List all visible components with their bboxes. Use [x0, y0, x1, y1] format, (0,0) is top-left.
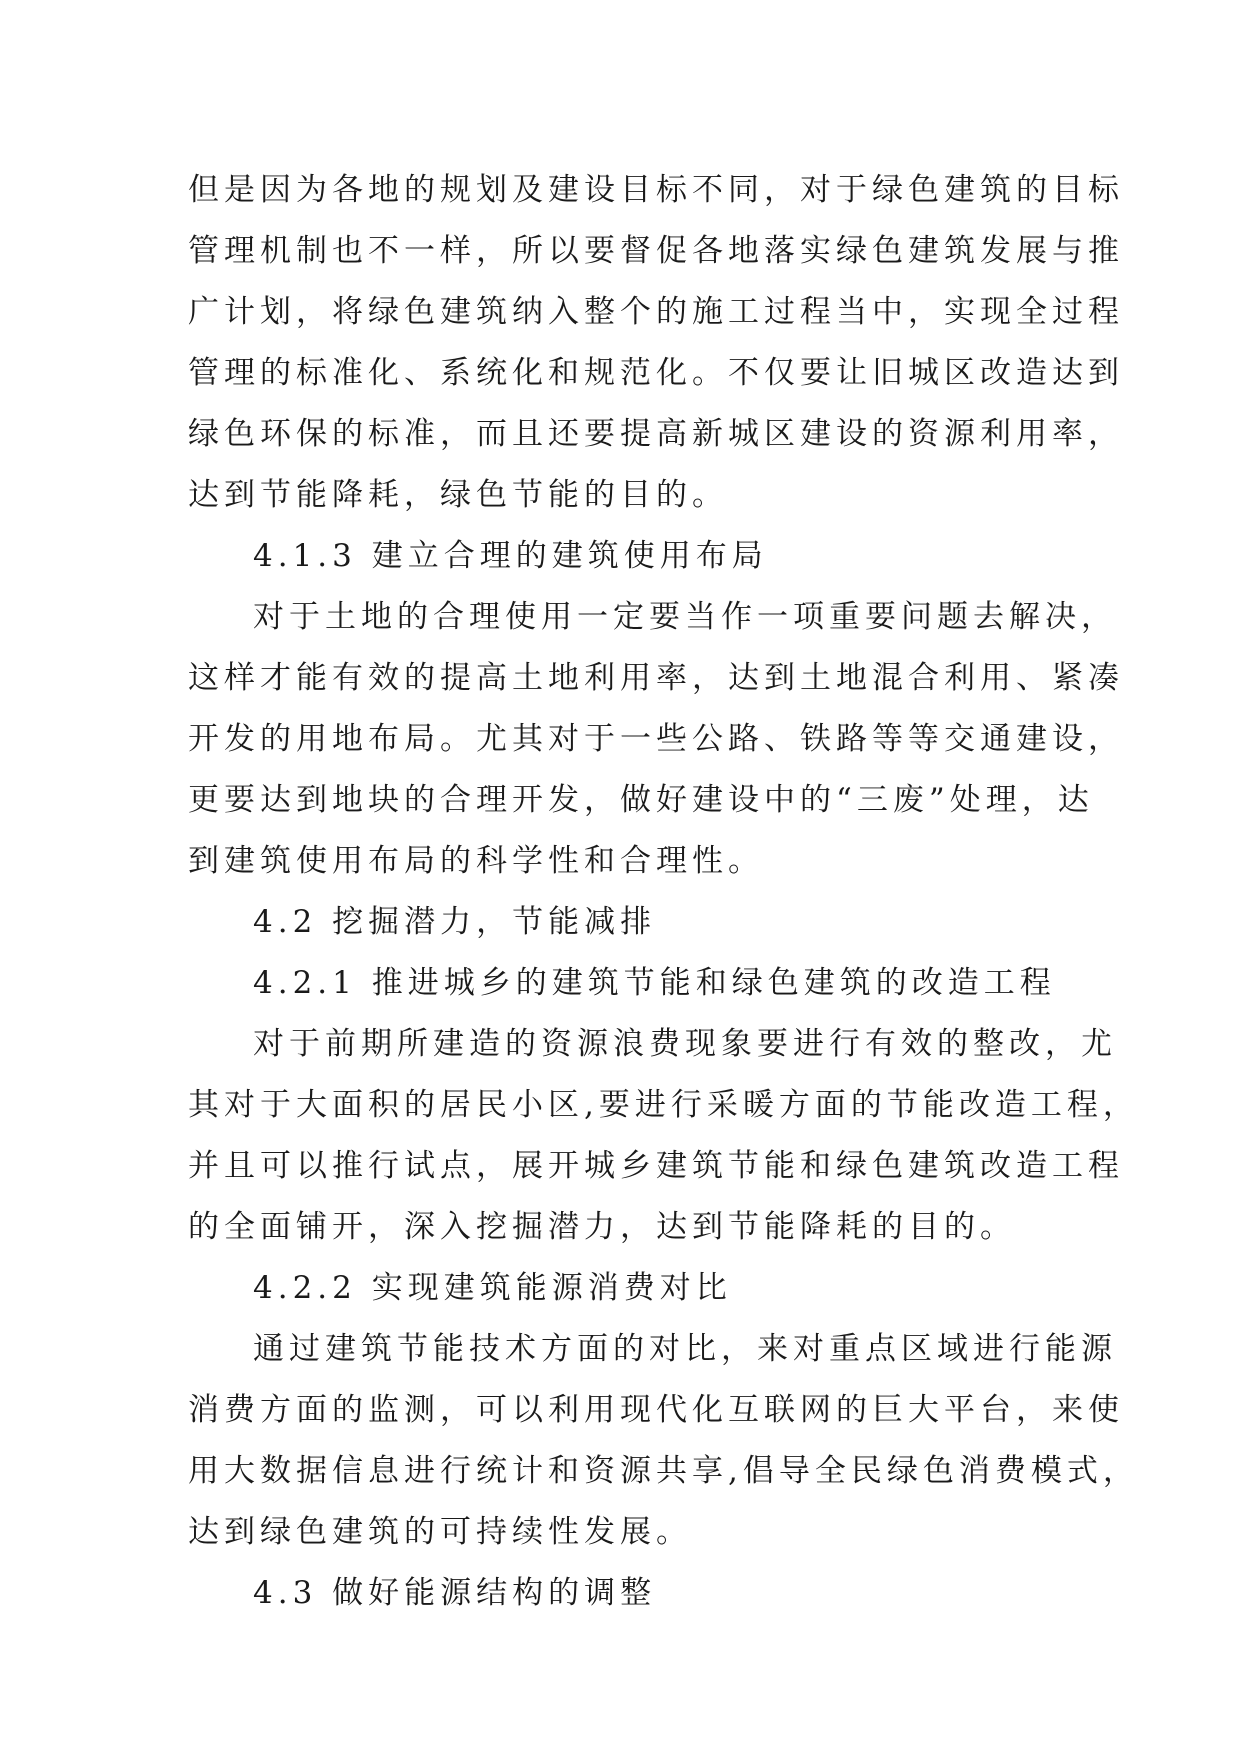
section-line: 对于土地的合理使用一定要当作一项重要问题去解决， — [253, 599, 1117, 635]
section-line: 4.1.3 建立合理的建筑使用布局 — [253, 538, 768, 574]
text-line: 到建筑使用布局的科学性和合理性。 — [188, 843, 764, 879]
text-line: 广计划，将绿色建筑纳入整个的施工过程当中，实现全过程 — [188, 294, 1124, 330]
text-line: 绿色环保的标准，而且还要提高新城区建设的资源利用率， — [188, 416, 1124, 452]
text-line: 更要达到地块的合理开发，做好建设中的“三废”处理，达 — [188, 782, 1094, 818]
text-line: 其对于大面积的居民小区,要进行采暖方面的节能改造工程， — [188, 1087, 1139, 1123]
text-line: 管理的标准化、系统化和规范化。不仅要让旧城区改造达到 — [188, 355, 1124, 391]
section-line: 4.3 做好能源结构的调整 — [253, 1575, 657, 1611]
text-line: 但是因为各地的规划及建设目标不同，对于绿色建筑的目标 — [188, 172, 1124, 208]
section-line: 4.2 挖掘潜力，节能减排 — [253, 904, 657, 940]
section-line: 对于前期所建造的资源浪费现象要进行有效的整改，尤 — [253, 1026, 1117, 1062]
document-body — [188, 160, 1139, 1624]
text-line: 管理机制也不一样，所以要督促各地落实绿色建筑发展与推 — [188, 233, 1124, 269]
text-line: 这样才能有效的提高土地利用率，达到土地混合利用、紧凑 — [188, 660, 1124, 696]
text-line: 开发的用地布局。尤其对于一些公路、铁路等等交通建设， — [188, 721, 1124, 757]
text-line: 消费方面的监测，可以利用现代化互联网的巨大平台，来使 — [188, 1392, 1124, 1428]
text-line: 并且可以推行试点，展开城乡建筑节能和绿色建筑改造工程 — [188, 1148, 1124, 1184]
text-line: 的全面铺开，深入挖掘潜力，达到节能降耗的目的。 — [188, 1209, 1016, 1245]
text-line: 达到绿色建筑的可持续性发展。 — [188, 1514, 692, 1550]
text-line: 用大数据信息进行统计和资源共享,倡导全民绿色消费模式， — [188, 1453, 1139, 1489]
section-line: 4.2.2 实现建筑能源消费对比 — [253, 1270, 732, 1306]
section-line: 通过建筑节能技术方面的对比，来对重点区域进行能源 — [253, 1331, 1117, 1367]
text-line: 达到节能降耗，绿色节能的目的。 — [188, 477, 728, 513]
section-line: 4.2.1 推进城乡的建筑节能和绿色建筑的改造工程 — [253, 965, 1056, 1001]
